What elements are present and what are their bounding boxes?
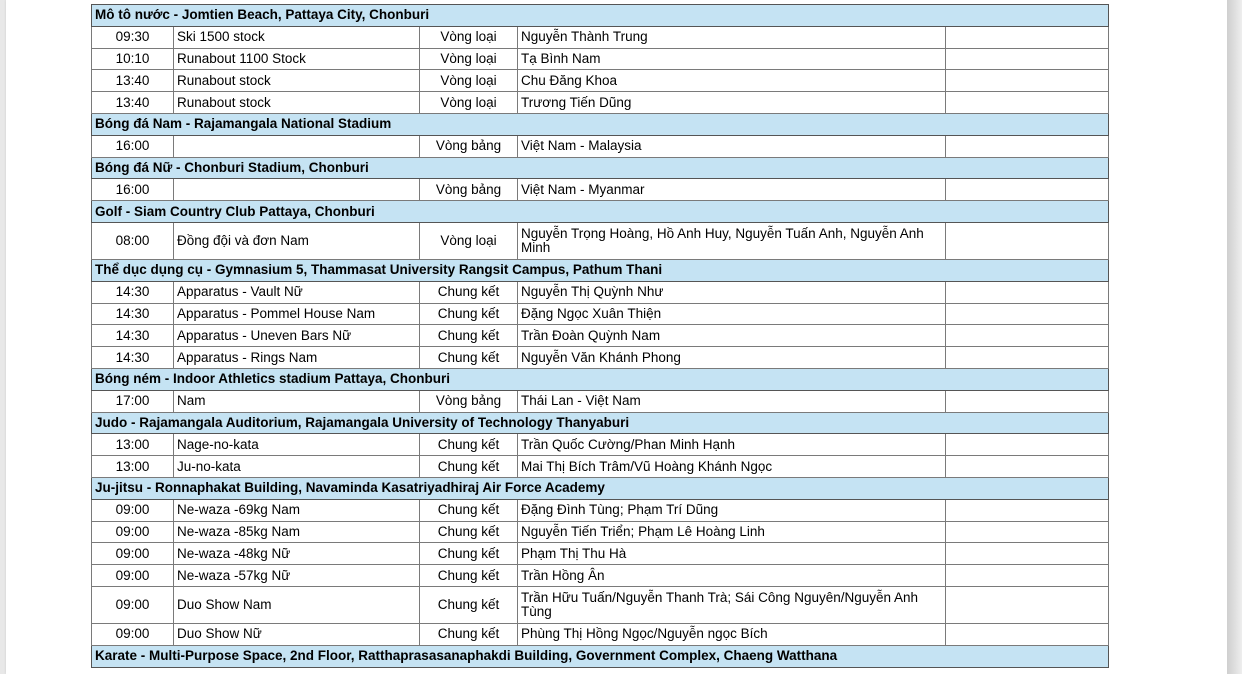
athletes-cell: Phùng Thị Hồng Ngọc/Nguyễn ngọc Bích (518, 623, 946, 645)
time-cell: 08:00 (92, 222, 174, 259)
empty-cell (946, 26, 1109, 48)
table-row (92, 135, 1109, 157)
round-cell: Vòng bảng (420, 135, 518, 157)
empty-cell (946, 92, 1109, 114)
round-cell: Chung kết (420, 456, 518, 478)
round-cell: Chung kết (420, 623, 518, 645)
table-row (92, 499, 1109, 521)
round-cell: Chung kết (420, 499, 518, 521)
table-row (92, 434, 1109, 456)
event-cell: Apparatus - Rings Nam (174, 347, 420, 369)
section-title: Thể dục dụng cụ - Gymnasium 5, Thammasat University Rangsit Campus, Pathum Thani (92, 259, 1109, 281)
event-cell: Runabout stock (174, 70, 420, 92)
time-cell: 14:30 (92, 325, 174, 347)
event-cell: Duo Show Nam (174, 586, 420, 623)
event-cell: Apparatus - Uneven Bars Nữ (174, 325, 420, 347)
event-cell: Nam (174, 390, 420, 412)
time-cell: 13:40 (92, 70, 174, 92)
athletes-cell: Trần Quốc Cường/Phan Minh Hạnh (518, 434, 946, 456)
table-row (92, 521, 1109, 543)
athletes-cell: Trần Hữu Tuấn/Nguyễn Thanh Trà; Sái Công Nguyên/Nguyễn Anh Tùng (518, 586, 946, 623)
table-row (92, 325, 1109, 347)
time-cell: 09:30 (92, 26, 174, 48)
event-cell: Apparatus - Vault Nữ (174, 281, 420, 303)
event-cell: Ne-waza -48kg Nữ (174, 543, 420, 565)
event-cell: Ne-waza -57kg Nữ (174, 565, 420, 587)
round-cell: Chung kết (420, 543, 518, 565)
section-header-row (92, 259, 1109, 281)
empty-cell (946, 390, 1109, 412)
event-cell: Duo Show Nữ (174, 623, 420, 645)
empty-cell (946, 222, 1109, 259)
event-cell (174, 179, 420, 201)
time-cell: 13:40 (92, 92, 174, 114)
time-cell: 09:00 (92, 565, 174, 587)
empty-cell (946, 70, 1109, 92)
time-cell: 13:00 (92, 434, 174, 456)
empty-cell (946, 434, 1109, 456)
table-row (92, 281, 1109, 303)
empty-cell (946, 303, 1109, 325)
athletes-cell: Đặng Ngọc Xuân Thiện (518, 303, 946, 325)
athletes-cell: Nguyễn Văn Khánh Phong (518, 347, 946, 369)
time-cell: 09:00 (92, 623, 174, 645)
empty-cell (946, 347, 1109, 369)
table-row (92, 92, 1109, 114)
empty-cell (946, 179, 1109, 201)
athletes-cell: Việt Nam - Myanmar (518, 179, 946, 201)
empty-cell (946, 456, 1109, 478)
round-cell: Chung kết (420, 325, 518, 347)
event-cell: Ju-no-kata (174, 456, 420, 478)
section-title: Bóng đá Nữ - Chonburi Stadium, Chonburi (92, 157, 1109, 179)
athletes-cell: Phạm Thị Thu Hà (518, 543, 946, 565)
time-cell: 13:00 (92, 456, 174, 478)
table-row (92, 456, 1109, 478)
empty-cell (946, 586, 1109, 623)
time-cell: 14:30 (92, 347, 174, 369)
empty-cell (946, 48, 1109, 70)
time-cell: 10:10 (92, 48, 174, 70)
round-cell: Vòng loại (420, 70, 518, 92)
empty-cell (946, 281, 1109, 303)
section-header-row (92, 113, 1109, 135)
page-edge (1227, 0, 1242, 674)
athletes-cell: Trần Đoàn Quỳnh Nam (518, 325, 946, 347)
athletes-cell: Mai Thị Bích Trâm/Vũ Hoàng Khánh Ngọc (518, 456, 946, 478)
table-row (92, 623, 1109, 645)
round-cell: Vòng bảng (420, 179, 518, 201)
round-cell: Vòng bảng (420, 390, 518, 412)
empty-cell (946, 565, 1109, 587)
event-cell: Ne-waza -69kg Nam (174, 499, 420, 521)
table-row (92, 565, 1109, 587)
section-title: Ju-jitsu - Ronnaphakat Building, Navaminda Kasatriyadhiraj Air Force Academy (92, 477, 1109, 499)
round-cell: Chung kết (420, 521, 518, 543)
document-page (6, 0, 1227, 674)
empty-cell (946, 325, 1109, 347)
empty-cell (946, 543, 1109, 565)
table-row (92, 179, 1109, 201)
time-cell: 09:00 (92, 586, 174, 623)
athletes-cell: Trần Hồng Ân (518, 565, 946, 587)
athletes-cell: Chu Đăng Khoa (518, 70, 946, 92)
section-title: Bóng đá Nam - Rajamangala National Stadium (92, 113, 1109, 135)
section-header-row (92, 477, 1109, 499)
empty-cell (946, 499, 1109, 521)
empty-cell (946, 521, 1109, 543)
section-title: Judo - Rajamangala Auditorium, Rajamangala University of Technology Thanyaburi (92, 412, 1109, 434)
round-cell: Vòng loại (420, 222, 518, 259)
section-header-row (92, 201, 1109, 223)
table-row (92, 303, 1109, 325)
time-cell: 09:00 (92, 499, 174, 521)
section-header-row (92, 645, 1109, 667)
event-cell: Đồng đội và đơn Nam (174, 222, 420, 259)
time-cell: 09:00 (92, 543, 174, 565)
round-cell: Chung kết (420, 565, 518, 587)
section-header-row (92, 157, 1109, 179)
athletes-cell: Nguyễn Tiến Triển; Phạm Lê Hoàng Linh (518, 521, 946, 543)
table-row (92, 48, 1109, 70)
round-cell: Vòng loại (420, 92, 518, 114)
event-cell (174, 135, 420, 157)
athletes-cell: Thái Lan - Việt Nam (518, 390, 946, 412)
round-cell: Chung kết (420, 347, 518, 369)
event-cell: Ski 1500 stock (174, 26, 420, 48)
section-title: Karate - Multi-Purpose Space, 2nd Floor, Ratthaprasasanaphakdi Building, Government Complex, Chaeng Watthana (92, 645, 1109, 667)
event-cell: Nage-no-kata (174, 434, 420, 456)
round-cell: Chung kết (420, 303, 518, 325)
athletes-cell: Nguyễn Thị Quỳnh Như (518, 281, 946, 303)
round-cell: Vòng loại (420, 48, 518, 70)
schedule-body (92, 5, 1109, 668)
time-cell: 16:00 (92, 135, 174, 157)
section-header-row (92, 412, 1109, 434)
event-cell: Runabout stock (174, 92, 420, 114)
table-row (92, 26, 1109, 48)
athletes-cell: Trương Tiến Dũng (518, 92, 946, 114)
round-cell: Chung kết (420, 434, 518, 456)
section-title: Mô tô nước - Jomtien Beach, Pattaya City, Chonburi (92, 5, 1109, 27)
athletes-cell: Nguyễn Thành Trung (518, 26, 946, 48)
table-row (92, 390, 1109, 412)
table-row (92, 70, 1109, 92)
event-cell: Ne-waza -85kg Nam (174, 521, 420, 543)
section-header-row (92, 5, 1109, 27)
table-row (92, 347, 1109, 369)
athletes-cell: Nguyễn Trọng Hoàng, Hồ Anh Huy, Nguyễn Tuấn Anh, Nguyễn Anh Minh (518, 222, 946, 259)
schedule-table (91, 4, 1109, 668)
table-row (92, 586, 1109, 623)
empty-cell (946, 135, 1109, 157)
table-row (92, 543, 1109, 565)
time-cell: 16:00 (92, 179, 174, 201)
event-cell: Runabout 1100 Stock (174, 48, 420, 70)
round-cell: Chung kết (420, 281, 518, 303)
athletes-cell: Việt Nam - Malaysia (518, 135, 946, 157)
table-row (92, 222, 1109, 259)
athletes-cell: Đặng Đình Tùng; Phạm Trí Dũng (518, 499, 946, 521)
round-cell: Chung kết (420, 586, 518, 623)
athletes-cell: Tạ Bình Nam (518, 48, 946, 70)
time-cell: 09:00 (92, 521, 174, 543)
section-title: Golf - Siam Country Club Pattaya, Chonburi (92, 201, 1109, 223)
time-cell: 14:30 (92, 281, 174, 303)
time-cell: 14:30 (92, 303, 174, 325)
time-cell: 17:00 (92, 390, 174, 412)
section-header-row (92, 368, 1109, 390)
event-cell: Apparatus - Pommel House Nam (174, 303, 420, 325)
empty-cell (946, 623, 1109, 645)
section-title: Bóng ném - Indoor Athletics stadium Pattaya, Chonburi (92, 368, 1109, 390)
round-cell: Vòng loại (420, 26, 518, 48)
